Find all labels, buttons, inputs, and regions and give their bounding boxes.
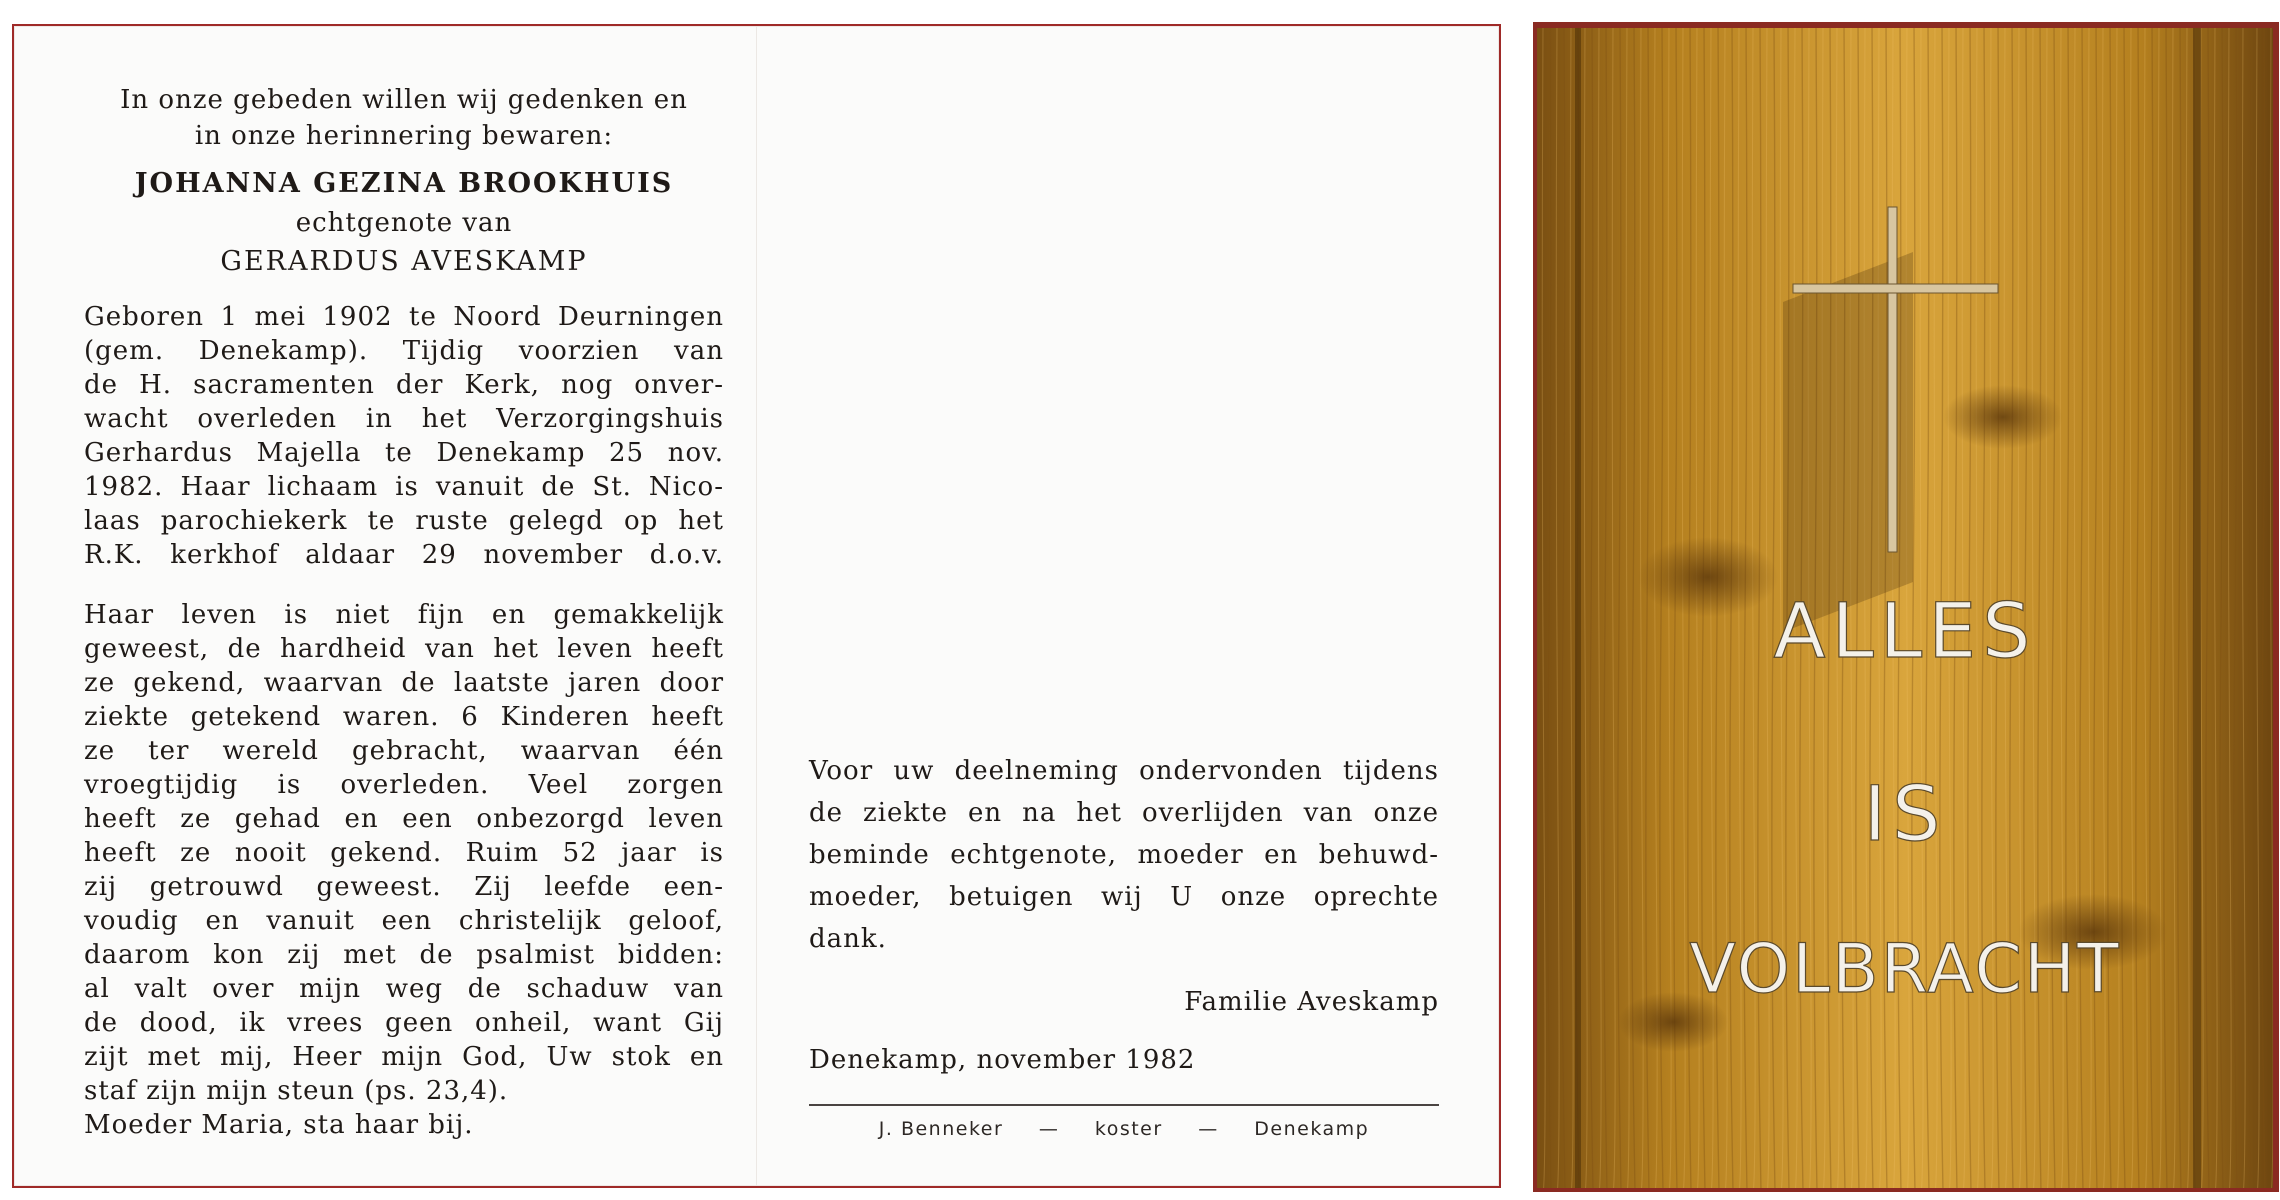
spouse-name: GERARDUS AVESKAMP <box>220 246 588 277</box>
thanks-line: beminde echtgenote, moeder en behuwd- <box>809 840 1439 870</box>
biography-line: wacht overleden in het Verzorgingshuis <box>84 404 724 434</box>
family-signature: Familie Aveskamp <box>1184 987 1439 1017</box>
thanks-line: dank. <box>809 924 887 954</box>
biography-line: 1982. Haar lichaam is vanuit de St. Nico- <box>84 472 724 502</box>
life-line: al valt over mijn weg de schaduw van <box>84 974 724 1004</box>
biography-line: Geboren 1 mei 1902 te Noord Deurningen <box>84 302 724 332</box>
left-page <box>84 82 724 1142</box>
life-line: vroegtijdig is overleden. Veel zorgen <box>84 770 724 800</box>
biography-line: R.K. kerkhof aldaar 29 november d.o.v. <box>84 540 724 570</box>
life-line: zij getrouwd geweest. Zij leefde een- <box>84 872 724 902</box>
printer-rule <box>809 1104 1439 1106</box>
intro-line: In onze gebeden willen wij gedenken en <box>120 85 688 115</box>
life-line: staf zijn mijn steun (ps. 23,4). <box>84 1076 509 1106</box>
intro-line: in onze herinnering bewaren: <box>194 121 614 151</box>
right-page <box>809 750 1439 1140</box>
spouse-label: echtgenote van <box>295 208 513 238</box>
biography-line: laas parochiekerk te ruste gelegd op het <box>84 506 724 536</box>
fold-line <box>756 26 757 1186</box>
life-line: ze ter wereld gebracht, waarvan één <box>84 736 724 766</box>
life-line: heeft ze nooit gekend. Ruim 52 jaar is <box>84 838 724 868</box>
thanks-paragraph <box>809 750 1439 960</box>
thanks-line: de ziekte en na het overlijden van onze <box>809 798 1439 828</box>
life-line: Moeder Maria, sta haar bij. <box>84 1110 474 1140</box>
biography-line: Gerhardus Majella te Denekamp 25 nov. <box>84 438 724 468</box>
printer-name: J. Benneker <box>878 1118 1004 1140</box>
deceased-name: JOHANNA GEZINA BROOKHUIS <box>134 168 674 199</box>
life-line: ziekte getekend waren. 6 Kinderen heeft <box>84 702 724 732</box>
printer-place: Denekamp <box>1254 1118 1370 1140</box>
life-line: voudig en vanuit een christelijk geloof, <box>84 906 724 936</box>
cover-image <box>1533 22 2279 1192</box>
printer-separator: — <box>1198 1118 1219 1140</box>
life-line: zijt met mij, Heer mijn God, Uw stok en <box>84 1042 724 1072</box>
place-date: Denekamp, november 1982 <box>809 1045 1196 1075</box>
cover-word-alles: ALLES <box>1773 586 2037 675</box>
cover-word-is: IS <box>1863 769 1947 858</box>
biography-line: de H. sacramenten der Kerk, nog onver- <box>84 370 724 400</box>
printer-separator: — <box>1038 1118 1060 1140</box>
printer-credit <box>809 1118 1439 1140</box>
inner-spread <box>12 24 1501 1188</box>
plank-seam <box>1575 28 1581 1188</box>
biography-line: (gem. Denekamp). Tijdig voorzien van <box>84 336 724 366</box>
life-line: Haar leven is niet fijn en gemakkelijk <box>84 600 724 630</box>
life-paragraph <box>84 598 724 1142</box>
wood-knot <box>1638 537 1778 617</box>
life-line: ze gekend, waarvan de laatste jaren door <box>84 668 724 698</box>
life-line: de dood, ik vrees geen onheil, want Gij <box>84 1008 724 1038</box>
biography-paragraph <box>84 300 724 572</box>
cover-word-volbracht: VOLBRACHT <box>1689 930 2121 1009</box>
wood-knot <box>1943 385 2063 449</box>
thanks-line: moeder, betuigen wij U onze oprechte <box>809 882 1439 912</box>
life-line: heeft ze gehad en een onbezorgd leven <box>84 804 724 834</box>
life-line: daarom kon zij met de psalmist bidden: <box>84 940 724 970</box>
life-line: geweest, de hardheid van het leven heeft <box>84 634 724 664</box>
cover-card <box>1533 22 2279 1192</box>
printer-role: koster <box>1094 1118 1163 1140</box>
plank-seam <box>2193 28 2201 1188</box>
thanks-line: Voor uw deelneming ondervonden tijdens <box>809 756 1439 786</box>
